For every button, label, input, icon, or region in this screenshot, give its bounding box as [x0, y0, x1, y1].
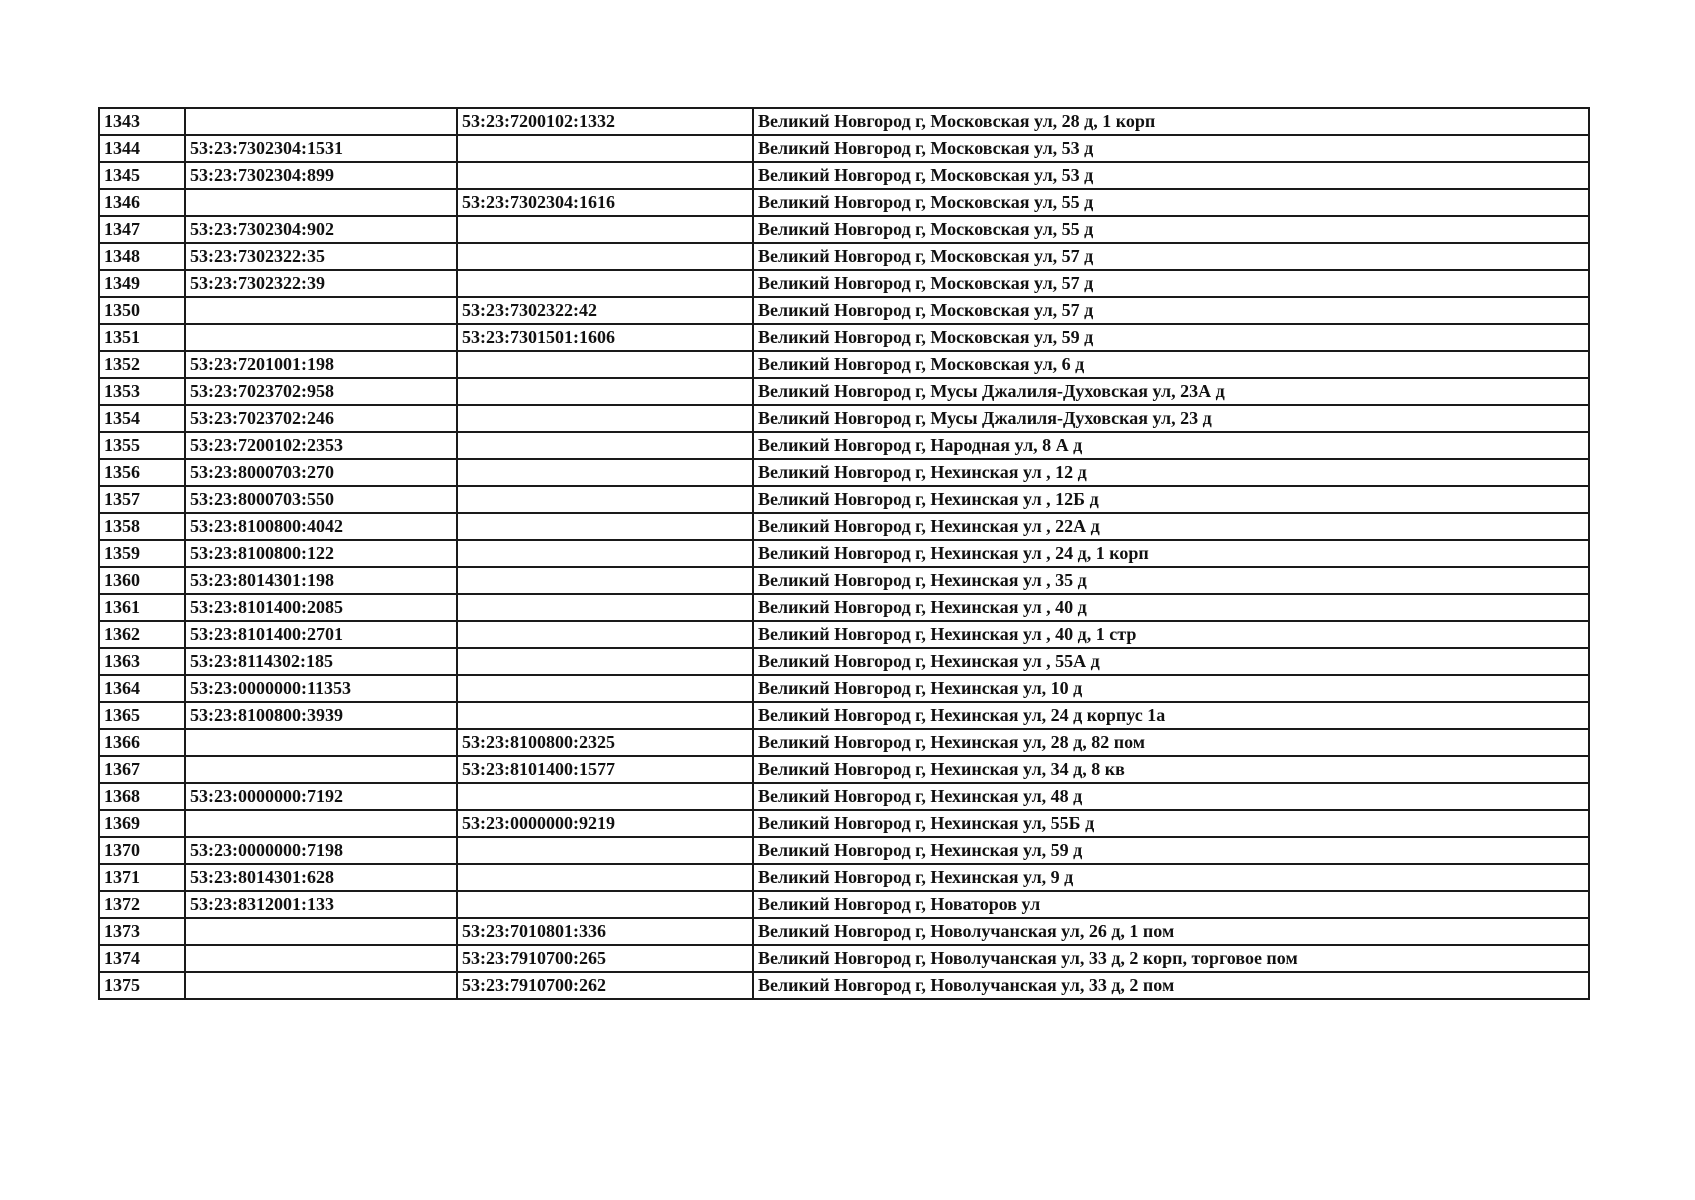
- row-number-cell: 1372: [99, 891, 185, 918]
- land-plot-cadastral-cell: 53:23:8014301:198: [185, 567, 457, 594]
- row-number-cell: 1373: [99, 918, 185, 945]
- row-number-cell: 1374: [99, 945, 185, 972]
- table-row: [99, 621, 1589, 648]
- table-row: [99, 837, 1589, 864]
- table-row: [99, 513, 1589, 540]
- address-cell: Великий Новгород г, Московская ул, 55 д: [753, 189, 1589, 216]
- row-number-cell: 1361: [99, 594, 185, 621]
- table-row: [99, 972, 1589, 999]
- building-cadastral-cell: 53:23:7302322:42: [457, 297, 753, 324]
- building-cadastral-cell: 53:23:0000000:9219: [457, 810, 753, 837]
- land-plot-cadastral-cell: 53:23:8101400:2085: [185, 594, 457, 621]
- land-plot-cadastral-cell: 53:23:7200102:2353: [185, 432, 457, 459]
- registry-table-container: [98, 107, 1588, 1000]
- land-plot-cadastral-cell: 53:23:7302322:35: [185, 243, 457, 270]
- building-cadastral-cell: [457, 162, 753, 189]
- table-row: [99, 162, 1589, 189]
- address-cell: Великий Новгород г, Нехинская ул , 55А д: [753, 648, 1589, 675]
- address-cell: Великий Новгород г, Нехинская ул, 34 д, 8 кв: [753, 756, 1589, 783]
- table-row: [99, 918, 1589, 945]
- land-plot-cadastral-cell: 53:23:0000000:11353: [185, 675, 457, 702]
- row-number-cell: 1354: [99, 405, 185, 432]
- land-plot-cadastral-cell: 53:23:7302304:1531: [185, 135, 457, 162]
- table-row: [99, 810, 1589, 837]
- table-row: [99, 216, 1589, 243]
- address-cell: Великий Новгород г, Нехинская ул , 35 д: [753, 567, 1589, 594]
- building-cadastral-cell: [457, 378, 753, 405]
- building-cadastral-cell: [457, 891, 753, 918]
- land-plot-cadastral-cell: 53:23:7023702:958: [185, 378, 457, 405]
- land-plot-cadastral-cell: 53:23:7023702:246: [185, 405, 457, 432]
- address-cell: Великий Новгород г, Новолучанская ул, 26 д, 1 пом: [753, 918, 1589, 945]
- land-plot-cadastral-cell: 53:23:8312001:133: [185, 891, 457, 918]
- address-cell: Великий Новгород г, Мусы Джалиля-Духовская ул, 23А д: [753, 378, 1589, 405]
- building-cadastral-cell: [457, 513, 753, 540]
- row-number-cell: 1367: [99, 756, 185, 783]
- table-row: [99, 675, 1589, 702]
- address-cell: Великий Новгород г, Нехинская ул , 12 д: [753, 459, 1589, 486]
- address-cell: Великий Новгород г, Нехинская ул, 9 д: [753, 864, 1589, 891]
- building-cadastral-cell: [457, 864, 753, 891]
- table-row: [99, 756, 1589, 783]
- address-cell: Великий Новгород г, Нехинская ул, 55Б д: [753, 810, 1589, 837]
- building-cadastral-cell: [457, 135, 753, 162]
- row-number-cell: 1346: [99, 189, 185, 216]
- address-cell: Великий Новгород г, Нехинская ул , 22А д: [753, 513, 1589, 540]
- address-cell: Великий Новгород г, Нехинская ул, 48 д: [753, 783, 1589, 810]
- address-cell: Великий Новгород г, Московская ул, 59 д: [753, 324, 1589, 351]
- row-number-cell: 1358: [99, 513, 185, 540]
- building-cadastral-cell: [457, 243, 753, 270]
- building-cadastral-cell: [457, 270, 753, 297]
- address-cell: Великий Новгород г, Народная ул, 8 А д: [753, 432, 1589, 459]
- address-cell: Великий Новгород г, Новолучанская ул, 33 д, 2 пом: [753, 972, 1589, 999]
- table-row: [99, 594, 1589, 621]
- building-cadastral-cell: 53:23:7301501:1606: [457, 324, 753, 351]
- land-plot-cadastral-cell: 53:23:8101400:2701: [185, 621, 457, 648]
- table-row: [99, 270, 1589, 297]
- table-row: [99, 405, 1589, 432]
- row-number-cell: 1356: [99, 459, 185, 486]
- row-number-cell: 1363: [99, 648, 185, 675]
- row-number-cell: 1350: [99, 297, 185, 324]
- building-cadastral-cell: [457, 351, 753, 378]
- land-plot-cadastral-cell: 53:23:7201001:198: [185, 351, 457, 378]
- land-plot-cadastral-cell: [185, 810, 457, 837]
- land-plot-cadastral-cell: [185, 729, 457, 756]
- row-number-cell: 1366: [99, 729, 185, 756]
- table-row: [99, 945, 1589, 972]
- cadastral-registry-table: [98, 107, 1590, 1000]
- table-row: [99, 189, 1589, 216]
- table-row: [99, 783, 1589, 810]
- table-row: [99, 729, 1589, 756]
- address-cell: Великий Новгород г, Московская ул, 53 д: [753, 135, 1589, 162]
- building-cadastral-cell: [457, 567, 753, 594]
- land-plot-cadastral-cell: [185, 189, 457, 216]
- land-plot-cadastral-cell: 53:23:7302322:39: [185, 270, 457, 297]
- row-number-cell: 1351: [99, 324, 185, 351]
- building-cadastral-cell: [457, 783, 753, 810]
- table-row: [99, 540, 1589, 567]
- table-row: [99, 243, 1589, 270]
- table-row: [99, 486, 1589, 513]
- row-number-cell: 1369: [99, 810, 185, 837]
- address-cell: Великий Новгород г, Нехинская ул, 24 д корпус 1а: [753, 702, 1589, 729]
- table-row: [99, 135, 1589, 162]
- address-cell: Великий Новгород г, Мусы Джалиля-Духовская ул, 23 д: [753, 405, 1589, 432]
- address-cell: Великий Новгород г, Московская ул, 57 д: [753, 297, 1589, 324]
- address-cell: Великий Новгород г, Новаторов ул: [753, 891, 1589, 918]
- building-cadastral-cell: 53:23:7010801:336: [457, 918, 753, 945]
- table-row: [99, 378, 1589, 405]
- table-row: [99, 351, 1589, 378]
- building-cadastral-cell: [457, 216, 753, 243]
- building-cadastral-cell: 53:23:7910700:262: [457, 972, 753, 999]
- land-plot-cadastral-cell: 53:23:0000000:7192: [185, 783, 457, 810]
- address-cell: Великий Новгород г, Нехинская ул, 59 д: [753, 837, 1589, 864]
- row-number-cell: 1370: [99, 837, 185, 864]
- row-number-cell: 1352: [99, 351, 185, 378]
- table-row: [99, 108, 1589, 135]
- land-plot-cadastral-cell: 53:23:0000000:7198: [185, 837, 457, 864]
- row-number-cell: 1359: [99, 540, 185, 567]
- table-row: [99, 432, 1589, 459]
- address-cell: Великий Новгород г, Нехинская ул , 40 д, 1 стр: [753, 621, 1589, 648]
- building-cadastral-cell: 53:23:8101400:1577: [457, 756, 753, 783]
- building-cadastral-cell: [457, 405, 753, 432]
- building-cadastral-cell: [457, 648, 753, 675]
- land-plot-cadastral-cell: 53:23:8014301:628: [185, 864, 457, 891]
- land-plot-cadastral-cell: 53:23:8000703:270: [185, 459, 457, 486]
- row-number-cell: 1371: [99, 864, 185, 891]
- row-number-cell: 1357: [99, 486, 185, 513]
- table-row: [99, 324, 1589, 351]
- row-number-cell: 1362: [99, 621, 185, 648]
- land-plot-cadastral-cell: 53:23:7302304:902: [185, 216, 457, 243]
- land-plot-cadastral-cell: [185, 945, 457, 972]
- address-cell: Великий Новгород г, Новолучанская ул, 33 д, 2 корп, торговое пом: [753, 945, 1589, 972]
- land-plot-cadastral-cell: [185, 972, 457, 999]
- building-cadastral-cell: [457, 459, 753, 486]
- building-cadastral-cell: [457, 486, 753, 513]
- building-cadastral-cell: [457, 675, 753, 702]
- land-plot-cadastral-cell: [185, 297, 457, 324]
- land-plot-cadastral-cell: [185, 324, 457, 351]
- table-row: [99, 297, 1589, 324]
- table-row: [99, 702, 1589, 729]
- building-cadastral-cell: [457, 837, 753, 864]
- row-number-cell: 1348: [99, 243, 185, 270]
- table-row: [99, 567, 1589, 594]
- land-plot-cadastral-cell: 53:23:8114302:185: [185, 648, 457, 675]
- table-row: [99, 648, 1589, 675]
- row-number-cell: 1355: [99, 432, 185, 459]
- land-plot-cadastral-cell: 53:23:8100800:4042: [185, 513, 457, 540]
- land-plot-cadastral-cell: 53:23:7302304:899: [185, 162, 457, 189]
- table-body: [99, 108, 1589, 999]
- row-number-cell: 1347: [99, 216, 185, 243]
- building-cadastral-cell: 53:23:7910700:265: [457, 945, 753, 972]
- address-cell: Великий Новгород г, Московская ул, 28 д, 1 корп: [753, 108, 1589, 135]
- building-cadastral-cell: [457, 594, 753, 621]
- row-number-cell: 1375: [99, 972, 185, 999]
- land-plot-cadastral-cell: 53:23:8000703:550: [185, 486, 457, 513]
- address-cell: Великий Новгород г, Московская ул, 55 д: [753, 216, 1589, 243]
- row-number-cell: 1343: [99, 108, 185, 135]
- table-row: [99, 891, 1589, 918]
- address-cell: Великий Новгород г, Нехинская ул, 10 д: [753, 675, 1589, 702]
- address-cell: Великий Новгород г, Московская ул, 57 д: [753, 243, 1589, 270]
- address-cell: Великий Новгород г, Нехинская ул , 12Б д: [753, 486, 1589, 513]
- building-cadastral-cell: 53:23:8100800:2325: [457, 729, 753, 756]
- row-number-cell: 1368: [99, 783, 185, 810]
- land-plot-cadastral-cell: 53:23:8100800:3939: [185, 702, 457, 729]
- row-number-cell: 1345: [99, 162, 185, 189]
- table-row: [99, 864, 1589, 891]
- row-number-cell: 1365: [99, 702, 185, 729]
- row-number-cell: 1353: [99, 378, 185, 405]
- address-cell: Великий Новгород г, Нехинская ул , 24 д, 1 корп: [753, 540, 1589, 567]
- land-plot-cadastral-cell: 53:23:8100800:122: [185, 540, 457, 567]
- land-plot-cadastral-cell: [185, 108, 457, 135]
- address-cell: Великий Новгород г, Московская ул, 57 д: [753, 270, 1589, 297]
- land-plot-cadastral-cell: [185, 918, 457, 945]
- building-cadastral-cell: [457, 702, 753, 729]
- address-cell: Великий Новгород г, Московская ул, 6 д: [753, 351, 1589, 378]
- row-number-cell: 1344: [99, 135, 185, 162]
- building-cadastral-cell: [457, 540, 753, 567]
- building-cadastral-cell: 53:23:7302304:1616: [457, 189, 753, 216]
- row-number-cell: 1349: [99, 270, 185, 297]
- table-row: [99, 459, 1589, 486]
- building-cadastral-cell: [457, 432, 753, 459]
- address-cell: Великий Новгород г, Московская ул, 53 д: [753, 162, 1589, 189]
- building-cadastral-cell: 53:23:7200102:1332: [457, 108, 753, 135]
- building-cadastral-cell: [457, 621, 753, 648]
- address-cell: Великий Новгород г, Нехинская ул , 40 д: [753, 594, 1589, 621]
- address-cell: Великий Новгород г, Нехинская ул, 28 д, 82 пом: [753, 729, 1589, 756]
- land-plot-cadastral-cell: [185, 756, 457, 783]
- row-number-cell: 1360: [99, 567, 185, 594]
- row-number-cell: 1364: [99, 675, 185, 702]
